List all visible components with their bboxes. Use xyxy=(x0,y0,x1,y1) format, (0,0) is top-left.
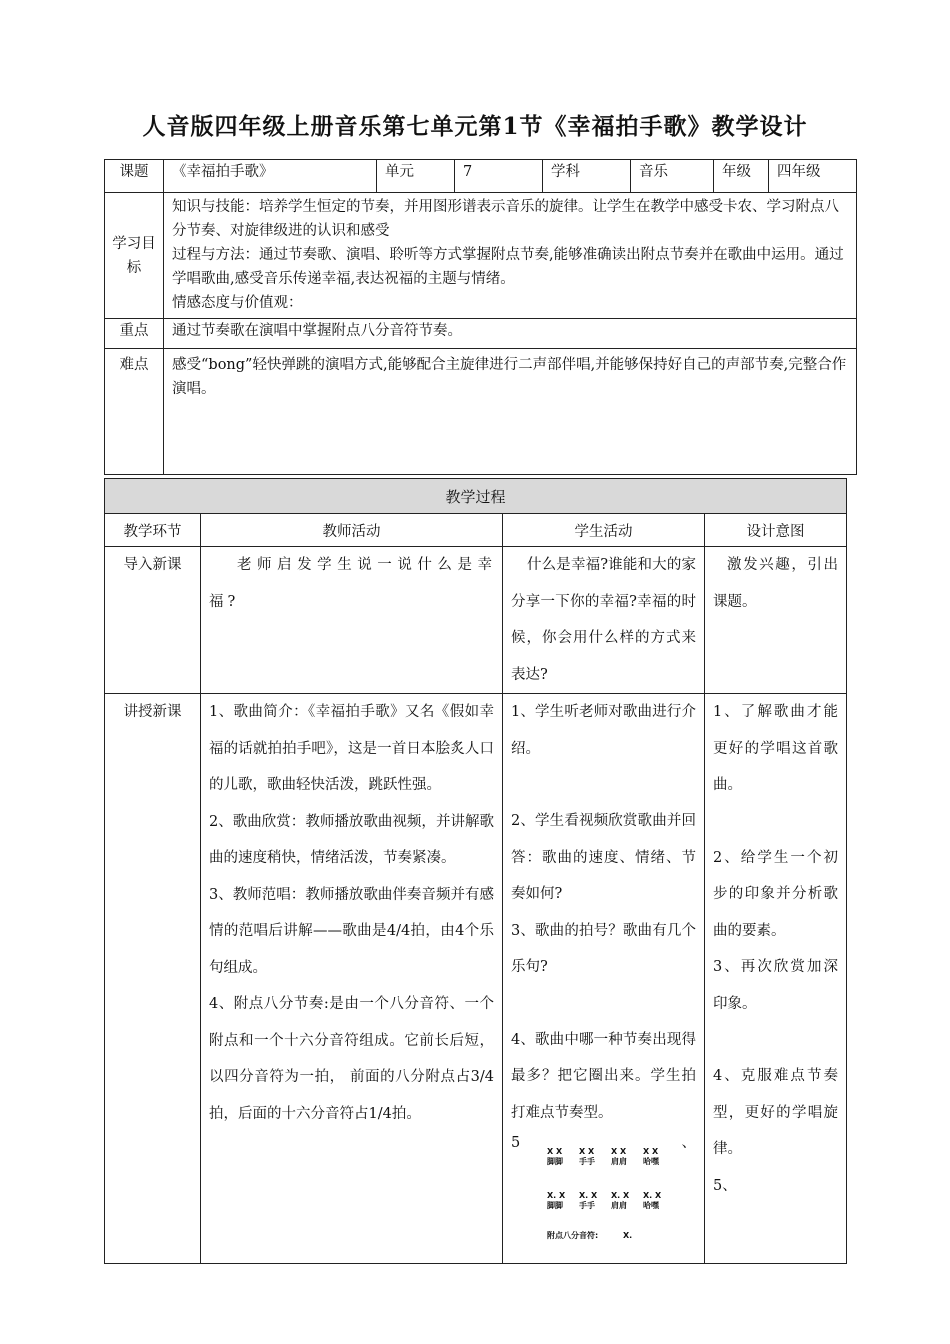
nianji-value: 四年级 xyxy=(769,160,857,193)
teach-teacher xyxy=(201,694,503,1264)
intent-step-4: 4、克服难点节奏型，更好的学唱旋律。 xyxy=(713,1068,839,1157)
rhythm-word: 手手 xyxy=(579,1201,595,1210)
rhythm-word: 肩肩 xyxy=(611,1201,627,1210)
student-step-3: 3、歌曲的拍号？歌曲有几个乐句? xyxy=(511,922,696,975)
rhythm-note: X. X xyxy=(547,1191,566,1200)
intro-student: 什么是幸福?谁能和大的家分享一下你的幸福?幸福的时候，你会用什么样的方式来表达? xyxy=(503,547,705,694)
nianji-label: 年级 xyxy=(714,160,769,193)
student-step-4: 4、歌曲中哪一种节奏出现得最多？把它圈出来。学生拍打难点节奏型。 xyxy=(511,1031,696,1121)
teach-stage: 讲授新课 xyxy=(105,694,201,1264)
goals-line-1: 知识与技能：培养学生恒定的节奏，并用图形谱表示音乐的旋律。让学生在教学中感受卡农、学习附点八分节奏、对旋律级进的认识和感受 xyxy=(172,199,839,239)
rhythm-word: 肩肩 xyxy=(611,1157,627,1166)
goals-line-3: 情感态度与价值观： xyxy=(172,295,303,311)
focus-text: 通过节奏歌在演唱中掌握附点八分音符节奏。 xyxy=(164,319,857,349)
rhythm-label: 附点八分音符: xyxy=(547,1231,599,1240)
rhythm-word: 脚脚 xyxy=(547,1201,563,1210)
difficulty-label: 难点 xyxy=(105,349,164,475)
rhythm-note: X. X xyxy=(643,1191,662,1200)
rhythm-note: X X xyxy=(611,1147,627,1156)
teacher-step-4: 4、附点八分节奏:是由一个八分音符、一个附点和一个十六分音符组成。它前长后短，以四分音符为一拍， 前面的八分附点占3/4拍，后面的十六分音符占1/4拍。 xyxy=(209,996,494,1122)
rhythm-note: X. X xyxy=(611,1191,630,1200)
process-table xyxy=(104,478,847,1264)
goals-label: 学习目标 xyxy=(105,193,164,319)
header-teacher: 教师活动 xyxy=(201,514,503,547)
intent-step-1: 1、了解歌曲才能更好的学唱这首歌曲。 xyxy=(713,704,839,793)
header-student: 学生活动 xyxy=(503,514,705,547)
xueke-value: 音乐 xyxy=(631,160,714,193)
rhythm-note: X X xyxy=(547,1147,563,1156)
intro-intent: 激发兴趣，引出课题。 xyxy=(705,547,847,694)
danyuan-label: 单元 xyxy=(377,160,455,193)
intro-teacher: 老师启发学生说一说什么是幸福? xyxy=(201,547,503,694)
info-table xyxy=(104,159,857,475)
teacher-step-1: 1、歌曲简介：《幸福拍手歌》又名《假如幸福的话就拍拍手吧》，这是一首日本脍炙人口的儿歌，歌曲轻快活泼，跳跃性强。 xyxy=(209,704,494,793)
rhythm-word: 手手 xyxy=(579,1157,595,1166)
student-step-1: 1、学生听老师对歌曲进行介绍。 xyxy=(511,704,696,757)
xueke-label: 学科 xyxy=(543,160,631,193)
rhythm-note: X X xyxy=(579,1147,595,1156)
difficulty-text: 感受“bong”轻快弹跳的演唱方式,能够配合主旋律进行二声部伴唱,并能够保持好自己的声部节奏,完整合作演唱。 xyxy=(164,349,857,475)
rhythm-word: 脚脚 xyxy=(547,1157,563,1166)
intent-step-2: 2、给学生一个初步的印象并分析歌曲的要素。 xyxy=(713,849,839,939)
intro-stage: 导入新课 xyxy=(105,547,201,694)
danyuan-value: 7 xyxy=(455,160,543,193)
header-stage: 教学环节 xyxy=(105,514,201,547)
student-step-2: 2、学生看视频欣赏歌曲并回答：歌曲的速度、情绪、节奏如何? xyxy=(511,813,696,902)
teach-student xyxy=(503,694,705,1264)
rhythm-symbol: X. xyxy=(623,1231,633,1240)
rhythm-word: 哈嘿 xyxy=(643,1201,659,1210)
focus-label: 重点 xyxy=(105,319,164,349)
rhythm-note: X. X xyxy=(579,1191,598,1200)
rhythm-figure xyxy=(527,1139,677,1249)
intent-step-5: 5、 xyxy=(713,1177,737,1194)
process-title: 教学过程 xyxy=(105,479,847,514)
rhythm-note: X X xyxy=(643,1147,659,1156)
intent-step-3: 3、再次欣赏加深印象。 xyxy=(713,959,839,1012)
teacher-step-2: 2、歌曲欣赏：教师播放歌曲视频，并讲解歌曲的速度稍快，情绪活泼，节奏紧凑。 xyxy=(209,813,494,866)
goals-content xyxy=(164,193,857,319)
teach-intent xyxy=(705,694,847,1264)
keti-value: 《幸福拍手歌》 xyxy=(164,160,377,193)
teacher-step-3: 3、教师范唱：教师播放歌曲伴奏音频并有感情的范唱后讲解——歌曲是4/4拍，由4个乐句组成。 xyxy=(209,886,494,976)
keti-label: 课题 xyxy=(105,160,164,193)
page-title: 人音版四年级上册音乐第七单元第1节《幸福拍手歌》教学设计 xyxy=(142,113,808,140)
goals-line-2: 过程与方法：通过节奏歌、演唱、聆听等方式掌握附点节奏,能够准确读出附点节奏并在歌曲中运用。通过学唱歌曲,感受音乐传递幸福,表达祝福的主题与情绪。 xyxy=(172,247,844,287)
rhythm-word: 哈嘿 xyxy=(643,1157,659,1166)
student-step-5: 5 xyxy=(511,1135,521,1151)
student-step-5-comma: 、 xyxy=(681,1135,696,1151)
header-intent: 设计意图 xyxy=(705,514,847,547)
